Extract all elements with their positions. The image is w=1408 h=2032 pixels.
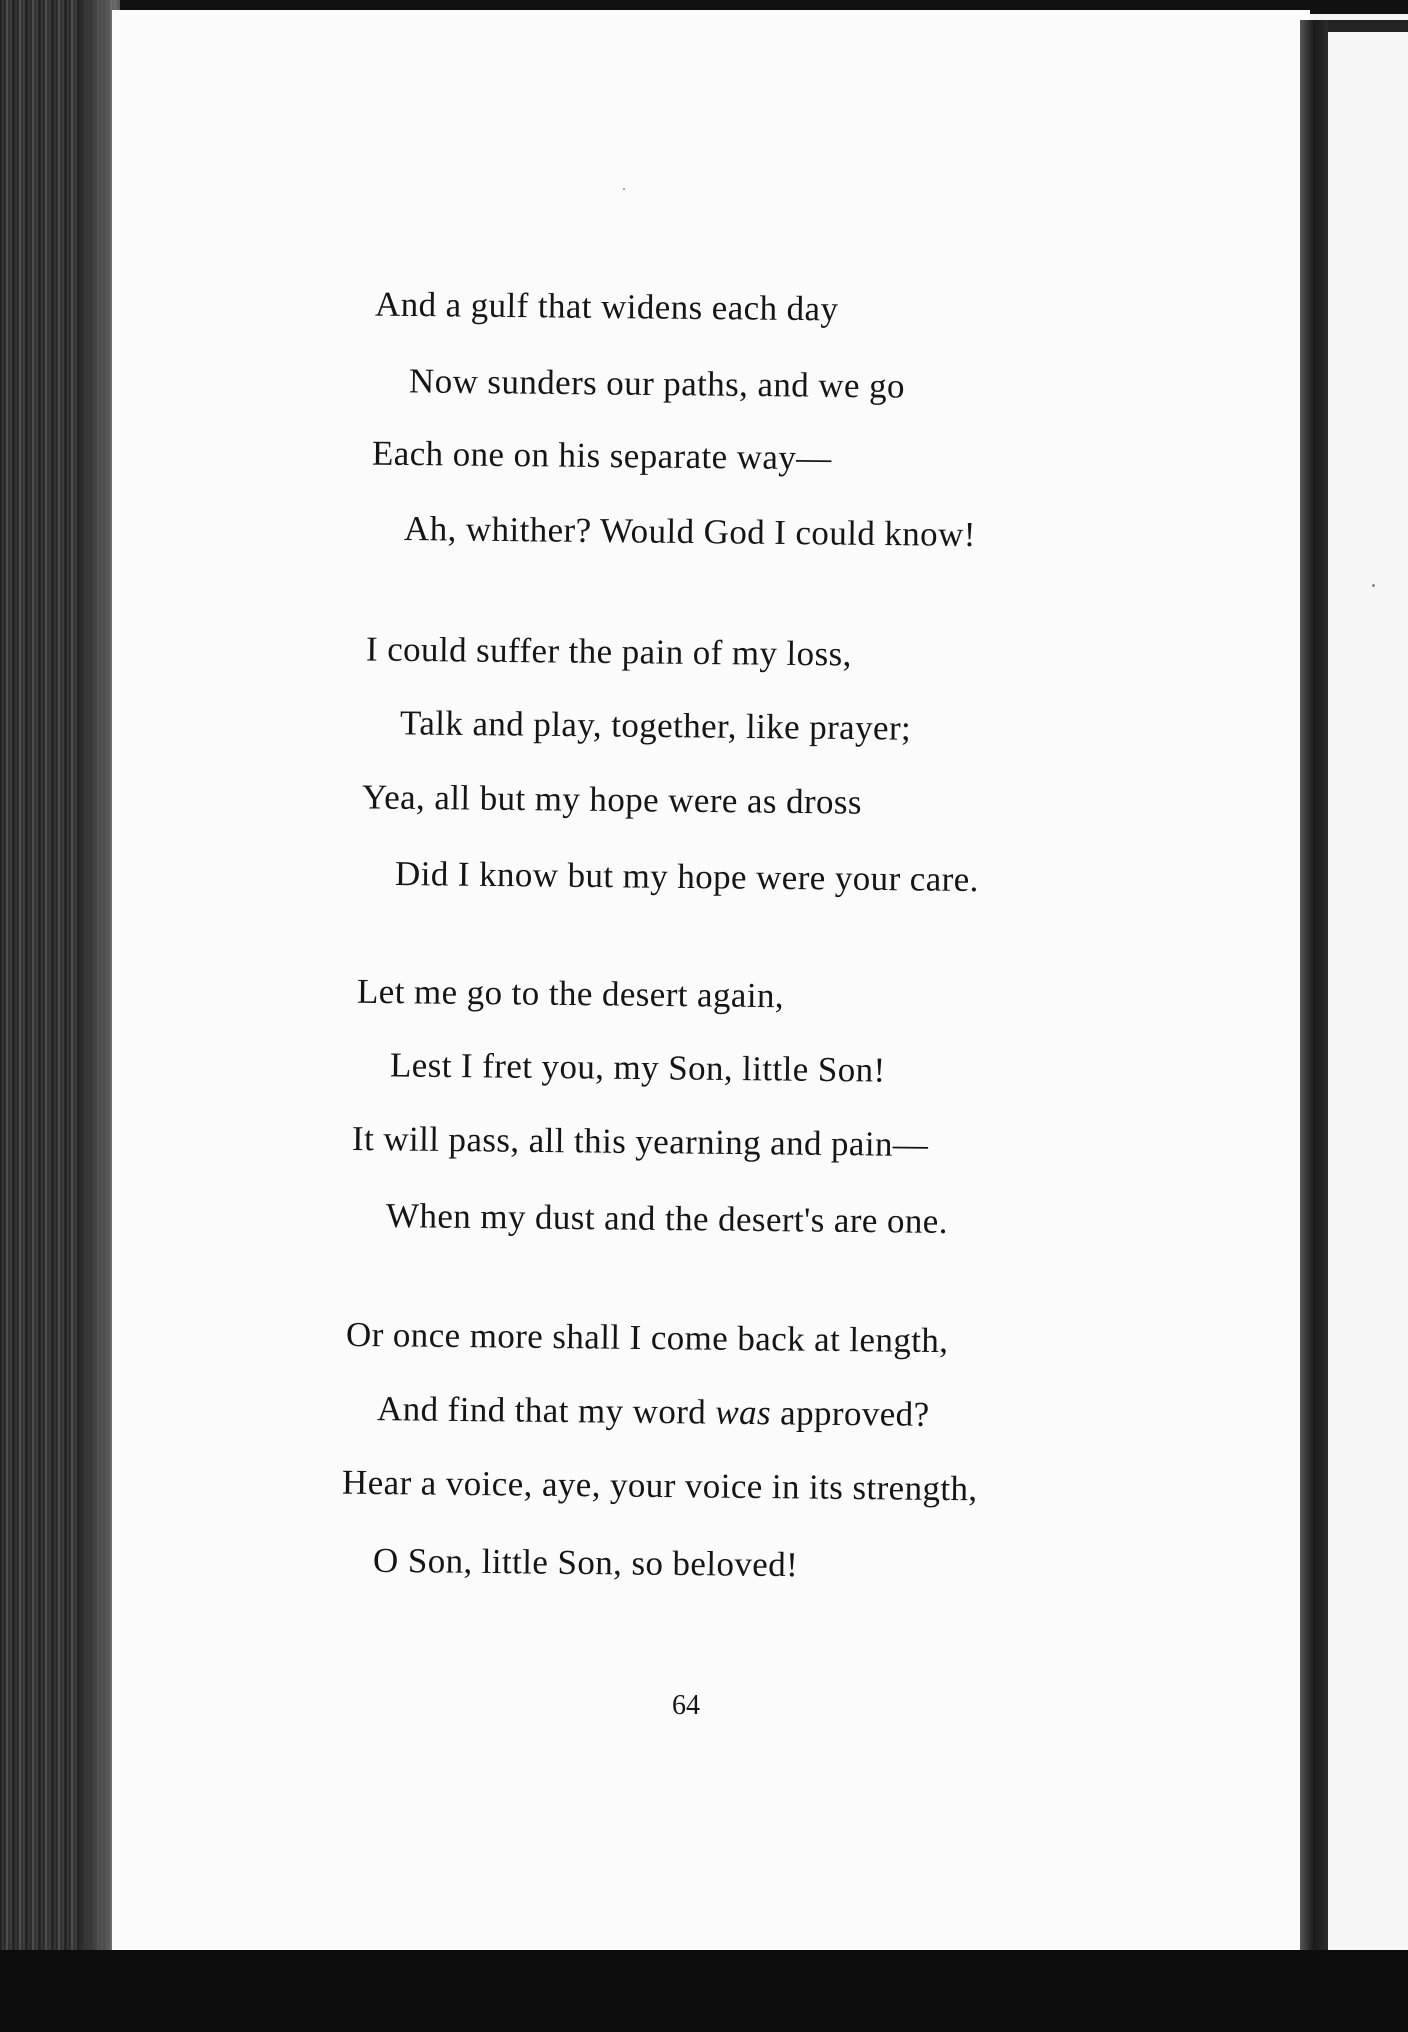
poem-line: Or once more shall I come back at length, bbox=[345, 1314, 949, 1361]
poem-line: Did I know but my hope were your care. bbox=[394, 853, 979, 900]
poem-line: Now sunders our paths, and we go bbox=[408, 361, 906, 406]
poem-line: And a gulf that widens each day bbox=[374, 284, 839, 329]
poem-line-start: And find that my word bbox=[376, 1389, 716, 1432]
poem-line: Ah, whither? Would God I could know! bbox=[403, 509, 977, 554]
poem-line: I could suffer the pain of my loss, bbox=[365, 629, 852, 674]
poem-line: Each one on his separate way— bbox=[371, 433, 832, 478]
poem-line: Talk and play, together, like prayer; bbox=[399, 703, 912, 748]
poem-line: Hear a voice, aye, your voice in its strength, bbox=[341, 1462, 978, 1509]
poem-line bbox=[377, 1389, 930, 1435]
poem-line: When my dust and the desert's are one. bbox=[385, 1196, 949, 1241]
poem-line: Yea, all but my hope were as dross bbox=[361, 777, 863, 822]
poem-line: Let me go to the desert again, bbox=[356, 971, 785, 1016]
poem-line-end: approved? bbox=[770, 1393, 930, 1434]
poem-line: Lest I fret you, my Son, little Son! bbox=[389, 1045, 886, 1090]
poem-line: O Son, little Son, so beloved! bbox=[372, 1540, 799, 1585]
page-number: 64 bbox=[672, 1690, 700, 1721]
poem-line-italic-word: was bbox=[715, 1392, 772, 1433]
poem-line: It will pass, all this yearning and pain— bbox=[351, 1118, 929, 1165]
